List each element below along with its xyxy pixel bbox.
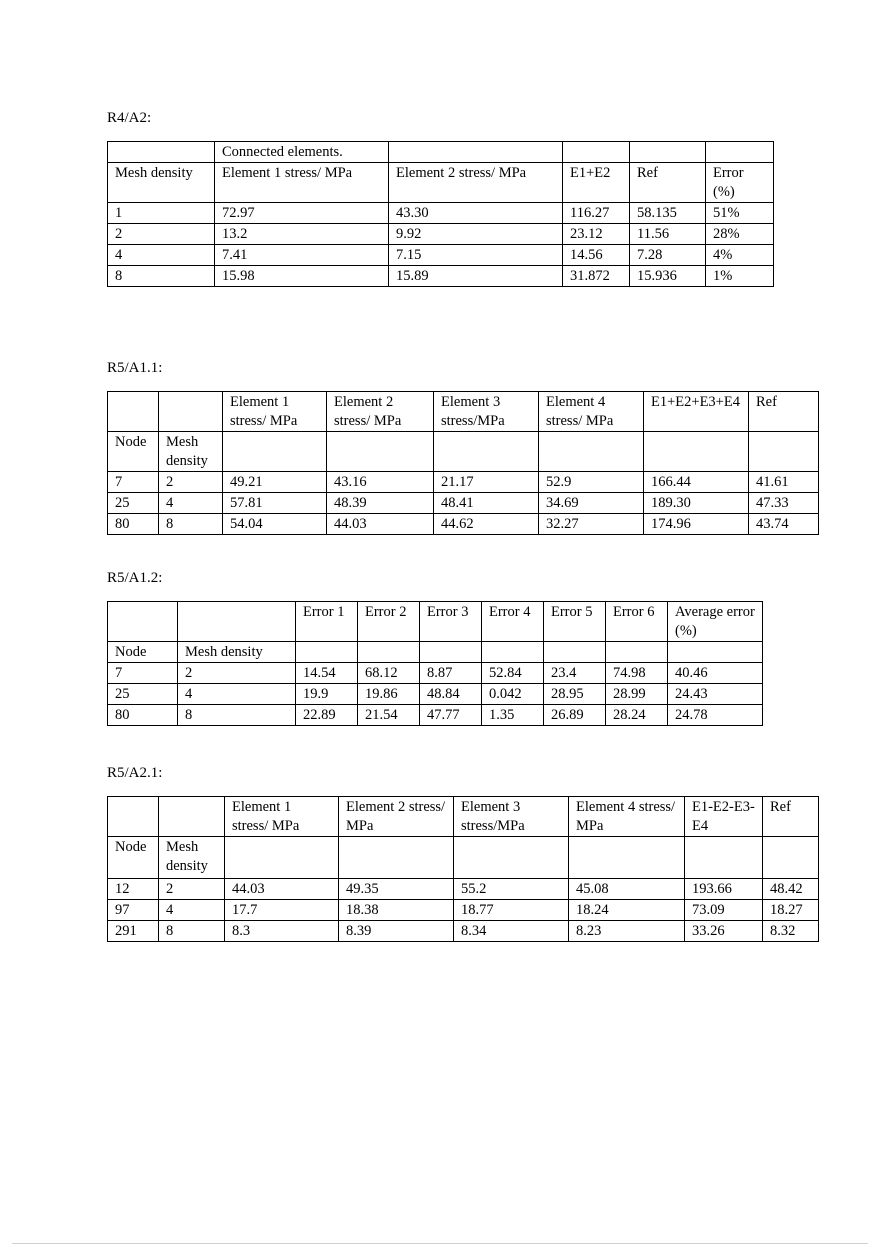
table-cell: 291: [108, 921, 159, 942]
section-heading-r5-a1-1: R5/A1.1:: [107, 360, 163, 376]
column-header: Node: [108, 837, 159, 879]
table-cell: 32.27: [539, 514, 644, 535]
table-row: [108, 684, 763, 705]
table-cell: 24.78: [668, 705, 763, 726]
table-row: [108, 266, 774, 287]
table-cell: 8.39: [339, 921, 454, 942]
table-cell: 8: [178, 705, 296, 726]
table-cell: 17.7: [225, 900, 339, 921]
table-row: [108, 514, 819, 535]
table-cell: 8: [108, 266, 215, 287]
table-cell: 1: [108, 203, 215, 224]
column-header: Ref: [763, 797, 819, 837]
table-row: [108, 472, 819, 493]
table-cell: 12: [108, 879, 159, 900]
section-heading-r4-a2: R4/A2:: [107, 110, 152, 126]
table-cell: 15.936: [630, 266, 706, 287]
table-cell: 24.43: [668, 684, 763, 705]
table-row: [108, 900, 819, 921]
table-cell: 48.42: [763, 879, 819, 900]
table-cell: 47.33: [749, 493, 819, 514]
table-cell: 58.135: [630, 203, 706, 224]
table-cell: 47.77: [420, 705, 482, 726]
table-cell: 48.84: [420, 684, 482, 705]
table-row: [108, 493, 819, 514]
table-cell: 116.27: [563, 203, 630, 224]
table-header-row: [108, 163, 774, 203]
table-cell: 48.41: [434, 493, 539, 514]
table-row: [108, 921, 819, 942]
table-cell: 49.35: [339, 879, 454, 900]
footer-divider: [12, 1243, 868, 1244]
table-cell: 45.08: [569, 879, 685, 900]
table-cell: 41.61: [749, 472, 819, 493]
table-cell: 22.89: [296, 705, 358, 726]
table-header-row: [108, 797, 819, 837]
table-cell: 7: [108, 663, 178, 684]
table-r5-a2-1: [107, 796, 819, 942]
table-cell: 15.98: [215, 266, 389, 287]
table-cell: 7.41: [215, 245, 389, 266]
table-header-row: [108, 602, 763, 642]
table-row: [108, 705, 763, 726]
table-cell: 2: [159, 472, 223, 493]
table-cell: 4: [108, 245, 215, 266]
table-cell: 80: [108, 514, 159, 535]
table-cell: 23.4: [544, 663, 606, 684]
table-cell: 55.2: [454, 879, 569, 900]
column-header: E1+E2: [563, 163, 630, 203]
column-header: Node: [108, 432, 159, 472]
table-cell: 7: [108, 472, 159, 493]
table-cell: 8: [159, 514, 223, 535]
table-cell: 21.17: [434, 472, 539, 493]
table-cell: 26.89: [544, 705, 606, 726]
table-cell: 49.21: [223, 472, 327, 493]
table-row: [108, 879, 819, 900]
table-cell: 2: [178, 663, 296, 684]
table-cell: 43.16: [327, 472, 434, 493]
table-row: [108, 245, 774, 266]
section-heading-r5-a1-2: R5/A1.2:: [107, 570, 163, 586]
table-header-row: [108, 142, 774, 163]
table-header-row: [108, 392, 819, 432]
table-cell: 40.46: [668, 663, 763, 684]
column-header: Mesh density: [159, 837, 225, 879]
table-cell: 8.32: [763, 921, 819, 942]
table-row: [108, 663, 763, 684]
table-r5-a1-1: [107, 391, 819, 535]
column-header: Error 1: [296, 602, 358, 642]
table-cell: 8.34: [454, 921, 569, 942]
table-cell: 25: [108, 684, 178, 705]
table-cell: 4: [159, 900, 225, 921]
table-r5-a1-2: [107, 601, 763, 726]
table-cell: 57.81: [223, 493, 327, 514]
table-cell: 44.62: [434, 514, 539, 535]
table-cell: 31.872: [563, 266, 630, 287]
table-cell: 4%: [706, 245, 774, 266]
table-cell: 28.99: [606, 684, 668, 705]
column-header: Element 1 stress/ MPa: [223, 392, 327, 432]
table-cell: 43.30: [389, 203, 563, 224]
column-header: Ref: [630, 163, 706, 203]
column-header: Error 2: [358, 602, 420, 642]
table-cell: 48.39: [327, 493, 434, 514]
table-cell: 28.95: [544, 684, 606, 705]
table-cell: 13.2: [215, 224, 389, 245]
table-cell: 1.35: [482, 705, 544, 726]
table-cell: 44.03: [225, 879, 339, 900]
table-cell: 23.12: [563, 224, 630, 245]
table-cell: 14.56: [563, 245, 630, 266]
table-cell: 15.89: [389, 266, 563, 287]
table-cell: 25: [108, 493, 159, 514]
table-row: [108, 224, 774, 245]
table-cell: 2: [108, 224, 215, 245]
table-header-row: [108, 432, 819, 472]
table-cell: 189.30: [644, 493, 749, 514]
table-cell: 68.12: [358, 663, 420, 684]
table-cell: 44.03: [327, 514, 434, 535]
column-header: Mesh density: [178, 642, 296, 663]
table-cell: 193.66: [685, 879, 763, 900]
table-cell: 11.56: [630, 224, 706, 245]
column-header: Element 4 stress/ MPa: [569, 797, 685, 837]
column-header: Element 3 stress/MPa: [434, 392, 539, 432]
table-row: [108, 203, 774, 224]
table-cell: 8.87: [420, 663, 482, 684]
column-header: Element 1 stress/ MPa: [225, 797, 339, 837]
table-cell: 51%: [706, 203, 774, 224]
table-cell: 8.23: [569, 921, 685, 942]
column-header: Error (%): [706, 163, 774, 203]
table-cell: 2: [159, 879, 225, 900]
column-header: Element 1 stress/ MPa: [215, 163, 389, 203]
column-header: Error 5: [544, 602, 606, 642]
table-cell: 74.98: [606, 663, 668, 684]
column-header: Mesh density: [159, 432, 223, 472]
table-cell: 0.042: [482, 684, 544, 705]
column-header: Element 2 stress/ MPa: [389, 163, 563, 203]
table-cell: 18.38: [339, 900, 454, 921]
table-cell: 80: [108, 705, 178, 726]
table-cell: 73.09: [685, 900, 763, 921]
group-header: Connected elements.: [215, 142, 389, 163]
column-header: E1+E2+E3+E4: [644, 392, 749, 432]
table-cell: 18.77: [454, 900, 569, 921]
column-header: Error 3: [420, 602, 482, 642]
table-cell: 28%: [706, 224, 774, 245]
table-cell: 4: [159, 493, 223, 514]
table-cell: 54.04: [223, 514, 327, 535]
table-cell: 4: [178, 684, 296, 705]
table-cell: 97: [108, 900, 159, 921]
column-header: Average error (%): [668, 602, 763, 642]
table-cell: 34.69: [539, 493, 644, 514]
table-header-row: [108, 837, 819, 879]
column-header: Element 2 stress/ MPa: [327, 392, 434, 432]
table-cell: 19.86: [358, 684, 420, 705]
table-cell: 174.96: [644, 514, 749, 535]
table-cell: 52.84: [482, 663, 544, 684]
table-cell: 33.26: [685, 921, 763, 942]
column-header: Element 3 stress/MPa: [454, 797, 569, 837]
table-header-row: [108, 642, 763, 663]
column-header: Error 6: [606, 602, 668, 642]
table-cell: 21.54: [358, 705, 420, 726]
table-cell: 52.9: [539, 472, 644, 493]
table-cell: 7.15: [389, 245, 563, 266]
table-cell: 72.97: [215, 203, 389, 224]
table-cell: 7.28: [630, 245, 706, 266]
table-cell: 14.54: [296, 663, 358, 684]
table-cell: 18.24: [569, 900, 685, 921]
table-cell: 18.27: [763, 900, 819, 921]
table-cell: 19.9: [296, 684, 358, 705]
table-cell: 8: [159, 921, 225, 942]
column-header: Node: [108, 642, 178, 663]
table-cell: 28.24: [606, 705, 668, 726]
table-cell: 166.44: [644, 472, 749, 493]
column-header: Ref: [749, 392, 819, 432]
column-header: Error 4: [482, 602, 544, 642]
column-header: E1-E2-E3-E4: [685, 797, 763, 837]
column-header: Element 4 stress/ MPa: [539, 392, 644, 432]
section-heading-r5-a2-1: R5/A2.1:: [107, 765, 163, 781]
column-header: Element 2 stress/ MPa: [339, 797, 454, 837]
table-cell: 1%: [706, 266, 774, 287]
table-cell: 8.3: [225, 921, 339, 942]
table-r4-a2: [107, 141, 774, 287]
table-cell: 43.74: [749, 514, 819, 535]
column-header: Mesh density: [108, 163, 215, 203]
table-cell: 9.92: [389, 224, 563, 245]
